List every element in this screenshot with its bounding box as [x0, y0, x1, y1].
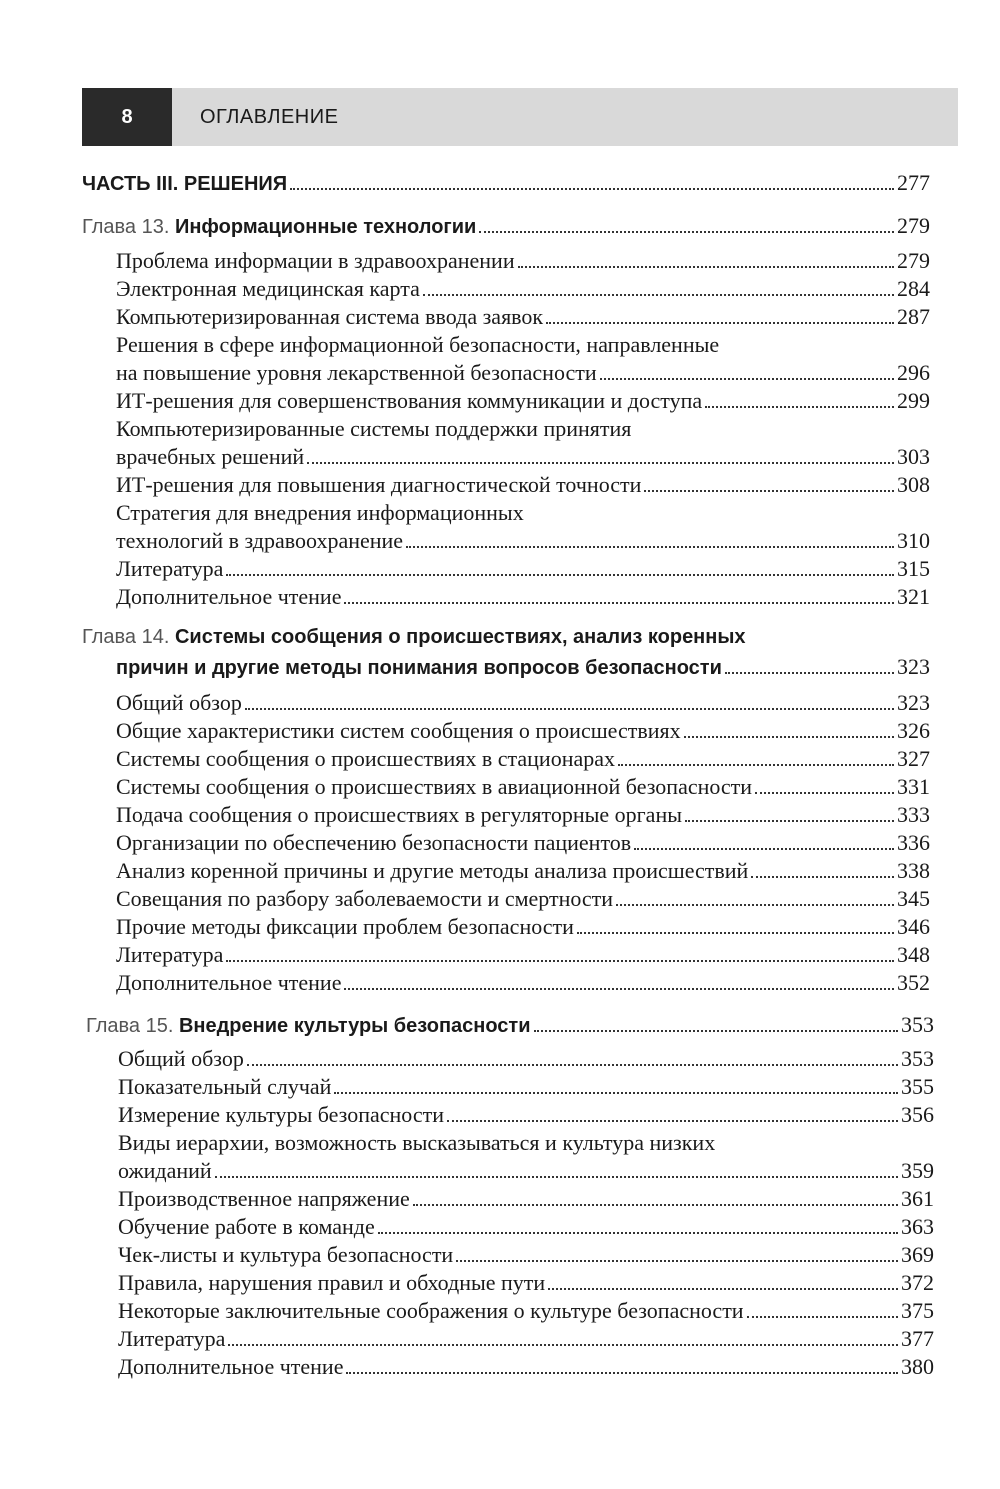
section-title: Литература [118, 1326, 226, 1351]
section-page: 380 [901, 1354, 934, 1379]
dot-leader [755, 791, 894, 794]
dot-leader [518, 265, 894, 268]
toc-section[interactable] [118, 1214, 934, 1240]
toc-section[interactable] [116, 886, 930, 912]
section-title: ИТ-решения для повышения диагностической точности [116, 472, 642, 497]
section-page: 363 [901, 1214, 934, 1239]
section-title: на повышение уровня лекарственной безопасности [116, 360, 597, 385]
section-title: Компьютеризированная система ввода заявок [116, 304, 544, 329]
section-title: Измерение культуры безопасности [118, 1102, 444, 1127]
part-title: ЧАСТЬ III. РЕШЕНИЯ [82, 173, 288, 195]
dot-leader [644, 489, 894, 492]
section-page: 299 [897, 388, 930, 413]
dot-leader [215, 1175, 898, 1178]
section-page: 310 [897, 528, 930, 553]
toc-section[interactable] [116, 914, 930, 940]
section-title: Правила, нарушения правил и обходные пути [118, 1270, 546, 1295]
section-title: Прочие методы фиксации проблем безопасности [116, 914, 574, 939]
section-page: 356 [901, 1102, 934, 1127]
toc-section[interactable] [116, 690, 930, 716]
toc-section[interactable] [118, 1186, 934, 1212]
section-title: Чек-листы и культура безопасности [118, 1242, 454, 1267]
dot-leader [247, 1063, 898, 1066]
dot-leader [334, 1091, 898, 1094]
dot-leader [228, 1343, 898, 1346]
toc-section[interactable] [116, 528, 930, 554]
chapter-page: 353 [901, 1012, 934, 1037]
section-page: 352 [897, 970, 930, 995]
toc-chapter-14[interactable] [116, 654, 930, 680]
section-page: 279 [897, 248, 930, 273]
toc-section[interactable] [116, 858, 930, 884]
section-title-line1: Решения в сфере информационной безопасности, направленные [116, 332, 720, 357]
toc-section[interactable] [116, 802, 930, 828]
section-title: Общие характеристики систем сообщения о происшествиях [116, 718, 681, 743]
dot-leader [447, 1119, 898, 1122]
section-page: 287 [897, 304, 930, 329]
section-page: 326 [897, 718, 930, 743]
chapter-page: 323 [897, 654, 930, 679]
dot-leader [413, 1203, 898, 1206]
toc-section[interactable] [116, 718, 930, 744]
dot-leader [634, 847, 894, 850]
toc-section[interactable] [116, 472, 930, 498]
section-title: Литература [116, 556, 224, 581]
section-title: Совещания по разбору заболеваемости и смертности [116, 886, 614, 911]
toc-chapter-13[interactable] [82, 213, 930, 239]
chapter-title: Информационные технологии [174, 216, 477, 238]
section-page: 361 [901, 1186, 934, 1211]
toc-section[interactable] [116, 276, 930, 302]
toc-section[interactable] [116, 444, 930, 470]
toc-section[interactable] [118, 1298, 934, 1324]
section-page: 372 [901, 1270, 934, 1295]
toc-section[interactable] [116, 970, 930, 996]
toc-section[interactable] [118, 1270, 934, 1296]
section-title: Системы сообщения о происшествиях в стационарах [116, 746, 615, 771]
section-page: 346 [897, 914, 930, 939]
section-page: 321 [897, 584, 930, 609]
section-page: 345 [897, 886, 930, 911]
section-title: Анализ коренной причины и другие методы анализа происшествий [116, 858, 749, 883]
section-title: Электронная медицинская карта [116, 276, 420, 301]
dot-leader [479, 230, 894, 233]
dot-leader [226, 959, 894, 962]
section-title: технологий в здравоохранение [116, 528, 404, 553]
toc-chapter-15[interactable] [86, 1012, 934, 1038]
dot-leader [534, 1029, 898, 1032]
toc-section[interactable] [118, 1326, 934, 1352]
section-title: Подача сообщения о происшествиях в регуляторные органы [116, 802, 683, 827]
section-page: 296 [897, 360, 930, 385]
chapter-label: Глава 15. [86, 1015, 174, 1037]
chapter-label: Глава 13. [82, 216, 170, 238]
dot-leader [290, 187, 894, 190]
section-title: Обучение работе в команде [118, 1214, 375, 1239]
section-page: 336 [897, 830, 930, 855]
section-title: Дополнительное чтение [116, 584, 342, 609]
dot-leader [725, 671, 894, 674]
section-page: 303 [897, 444, 930, 469]
dot-leader [685, 819, 894, 822]
section-title: ИТ-решения для совершенствования коммуникации и доступа [116, 388, 703, 413]
dot-leader [618, 763, 894, 766]
chapter-title-line1: Системы сообщения о происшествиях, анализ коренных [174, 626, 746, 648]
toc-section[interactable] [118, 1242, 934, 1268]
dot-leader [705, 405, 894, 408]
section-page: 323 [897, 690, 930, 715]
chapter-title: Внедрение культуры безопасности [178, 1015, 531, 1037]
section-page: 377 [901, 1326, 934, 1351]
dot-leader [378, 1231, 898, 1234]
section-title: Организации по обеспечению безопасности пациентов [116, 830, 632, 855]
section-page: 359 [901, 1158, 934, 1183]
section-title-line1: Виды иерархии, возможность высказываться и культура низких [118, 1130, 716, 1155]
section-page: 327 [897, 746, 930, 771]
section-page: 338 [897, 858, 930, 883]
section-title-line1: Компьютеризированные системы поддержки принятия [116, 416, 632, 441]
toc-section[interactable] [116, 556, 930, 582]
toc-section[interactable] [118, 1074, 934, 1100]
section-page: 333 [897, 802, 930, 827]
chapter-label: Глава 14. [82, 626, 170, 648]
section-title: Литература [116, 942, 224, 967]
toc-section[interactable] [116, 388, 930, 414]
section-page: 331 [897, 774, 930, 799]
dot-leader [344, 987, 894, 990]
toc-section[interactable] [116, 942, 930, 968]
toc-chapter-14-line1 [82, 626, 746, 649]
header-title: ОГЛАВЛЕНИЕ [200, 106, 339, 128]
section-title-line1: Стратегия для внедрения информационных [116, 500, 524, 525]
section-title: ожиданий [118, 1158, 212, 1183]
section-page: 353 [901, 1046, 934, 1071]
toc-section[interactable] [116, 774, 930, 800]
chapter-page: 279 [897, 213, 930, 238]
dot-leader [344, 601, 894, 604]
dot-leader [616, 903, 894, 906]
dot-leader [226, 573, 894, 576]
toc-section[interactable] [118, 1102, 934, 1128]
toc-section[interactable] [116, 360, 930, 386]
section-title: Показательный случай [118, 1074, 332, 1099]
section-title: Производственное напряжение [118, 1186, 410, 1211]
section-title: Некоторые заключительные соображения о культуре безопасности [118, 1298, 744, 1323]
dot-leader [546, 321, 894, 324]
part-page: 277 [897, 170, 930, 195]
section-page: 369 [901, 1242, 934, 1267]
section-page: 308 [897, 472, 930, 497]
toc-part-entry[interactable] [82, 170, 930, 196]
dot-leader [456, 1259, 898, 1262]
dot-leader [245, 707, 894, 710]
dot-leader [747, 1315, 898, 1318]
dot-leader [600, 377, 894, 380]
section-page: 355 [901, 1074, 934, 1099]
section-title: Проблема информации в здравоохранении [116, 248, 515, 273]
page-number: 8 [82, 88, 172, 146]
dot-leader [423, 293, 894, 296]
toc-section[interactable] [116, 248, 930, 274]
section-page: 375 [901, 1298, 934, 1323]
dot-leader [577, 931, 894, 934]
toc-section[interactable] [118, 1046, 934, 1072]
section-title: Общий обзор [118, 1046, 244, 1071]
section-title: Системы сообщения о происшествиях в авиационной безопасности [116, 774, 753, 799]
toc-section[interactable] [116, 304, 930, 330]
toc-section[interactable] [116, 746, 930, 772]
section-page: 315 [897, 556, 930, 581]
section-title: Дополнительное чтение [118, 1354, 344, 1379]
section-title: Общий обзор [116, 690, 242, 715]
toc-section[interactable] [118, 1354, 934, 1380]
dot-leader [684, 735, 894, 738]
chapter-title: причин и другие методы понимания вопросов безопасности [116, 657, 722, 679]
toc-section[interactable] [116, 584, 930, 610]
dot-leader [346, 1371, 898, 1374]
section-title: врачебных решений [116, 444, 305, 469]
dot-leader [751, 875, 894, 878]
dot-leader [406, 545, 894, 548]
toc-section[interactable] [116, 830, 930, 856]
section-page: 348 [897, 942, 930, 967]
toc-section[interactable] [118, 1158, 934, 1184]
section-title: Дополнительное чтение [116, 970, 342, 995]
section-page: 284 [897, 276, 930, 301]
dot-leader [548, 1287, 898, 1290]
dot-leader [307, 461, 894, 464]
